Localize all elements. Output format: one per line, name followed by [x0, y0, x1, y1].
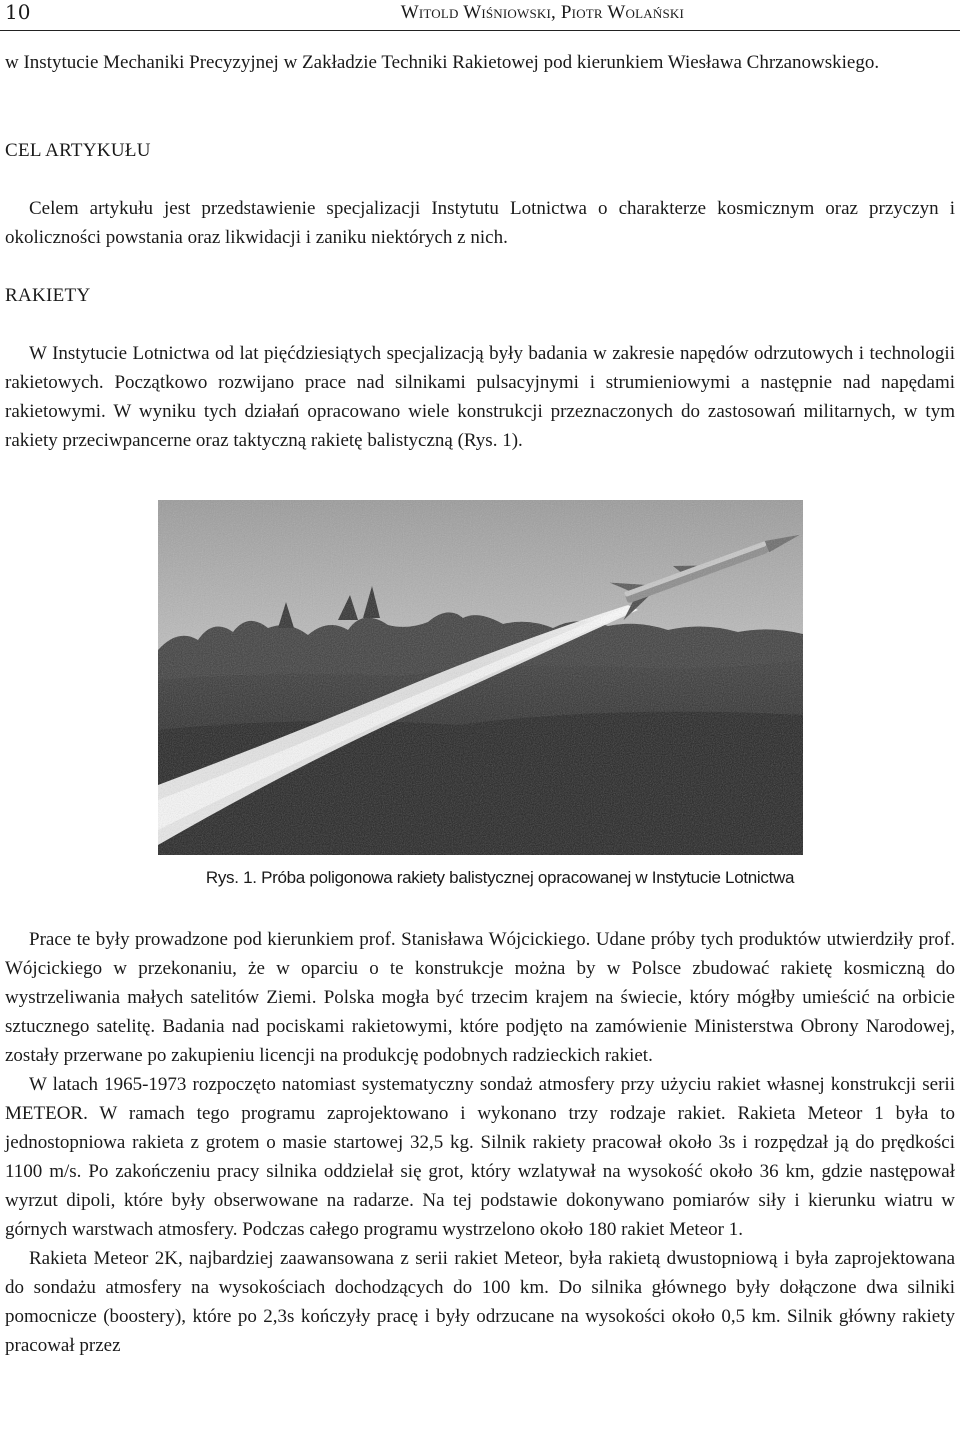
section-cel-paragraph: Celem artykułu jest przedstawienie specjalizacji Instytutu Lotnictwa o charakterze kosmicznym oraz przyczyn i okoliczności powstania oraz likwidacji i zaniku niektórych z nich.	[5, 198, 955, 248]
main-body	[5, 925, 955, 1360]
page-number: 10	[5, 0, 31, 24]
section-rakiety-paragraph: W Instytucie Lotnictwa od lat pięćdziesiątych specjalizacją były badania w zakresie napędów odrzutowych i technologii rakietowych. Początkowo rozwijano prace nad silnikami pulsacyjnymi i strumieniowymi a następnie nad napędami rakietowymi. W wyniku tych działań opracowano wiele konstrukcji przeznaczonych do zastosowań militarnych, w tym rakiety przeciwpancerne oraz taktyczną rakietę balistyczną (Rys. 1).	[5, 343, 955, 451]
body-paragraph-1: Prace te były prowadzone pod kierunkiem prof. Stanisława Wójcickiego. Udane próby tych produktów utwierdziły prof. Wójcickiego w przekonaniu, że w oparciu o te konstrukcje można by w Polsce zbudować rakietę kosmiczną do wystrzeliwania małych satelitów Ziemi. Polska mogła być trzecim krajem na świecie, który mógłby umieścić na orbicie sztucznego satelitę. Badania nad pociskami rakietowymi, które podjęto na zamówienie Ministerstwa Obrony Narodowej, zostały przerwane po zakupieniu licencji na produkcję podobnych radzieckich rakiet.	[5, 929, 955, 1066]
figure-caption: Rys. 1. Próba poligonowa rakiety balistycznej opracowanej w Instytucie Lotnictwa	[205, 868, 795, 887]
section-cel-body	[5, 194, 955, 252]
page-header	[0, 0, 960, 31]
intro-text	[5, 48, 955, 77]
running-head-authors: Witold Wiśniowski, Piotr Wolański	[400, 2, 684, 23]
section-heading-cel: CEL ARTYKUŁU	[5, 140, 151, 161]
rocket-photo	[158, 500, 803, 855]
body-paragraph-2: W latach 1965-1973 rozpoczęto natomiast systematyczny sondaż atmosfery przy użyciu rakiet własnej konstrukcji serii METEOR. W ramach tego programu zaprojektowano i wykonano trzy rodzaje rakiet. Rakieta Meteor 1 była to jednostopniowa rakieta z grotem o masie startowej 32,5 kg. Silnik rakiety pracował około 3s i rozpędzał ją do prędkości 1100 m/s. Po zakończeniu pracy silnika oddzielał się grot, który wzlatywał na wysokość około 36 km, gdzie następował wyrzut dipoli, które były obserwowane na radarze. Na tej podstawie dokonywano pomiarów siły i kierunku wiatru w górnych warstwach atmosfery. Podczas całego programu wystrzelono około 180 rakiet Meteor 1.	[5, 1074, 955, 1240]
section-heading-rakiety: RAKIETY	[5, 285, 91, 306]
intro-paragraph: w Instytucie Mechaniki Precyzyjnej w Zakładzie Techniki Rakietowej pod kierunkiem Wiesława Chrzanowskiego.	[5, 52, 880, 73]
body-paragraph-3: Rakieta Meteor 2K, najbardziej zaawansowana z serii rakiet Meteor, była rakietą dwustopniową i była zaprojektowana do sondażu atmosfery na wysokościach dochodzących do 100 km. Do silnika głównego były dołączone dwa silniki pomocnicze (boostery), które po 2,3s kończyły pracę i były odrzucane na wysokości około 0,5 km. Silnik główny rakiety pracował przez	[5, 1248, 955, 1356]
section-rakiety-body	[5, 339, 955, 455]
